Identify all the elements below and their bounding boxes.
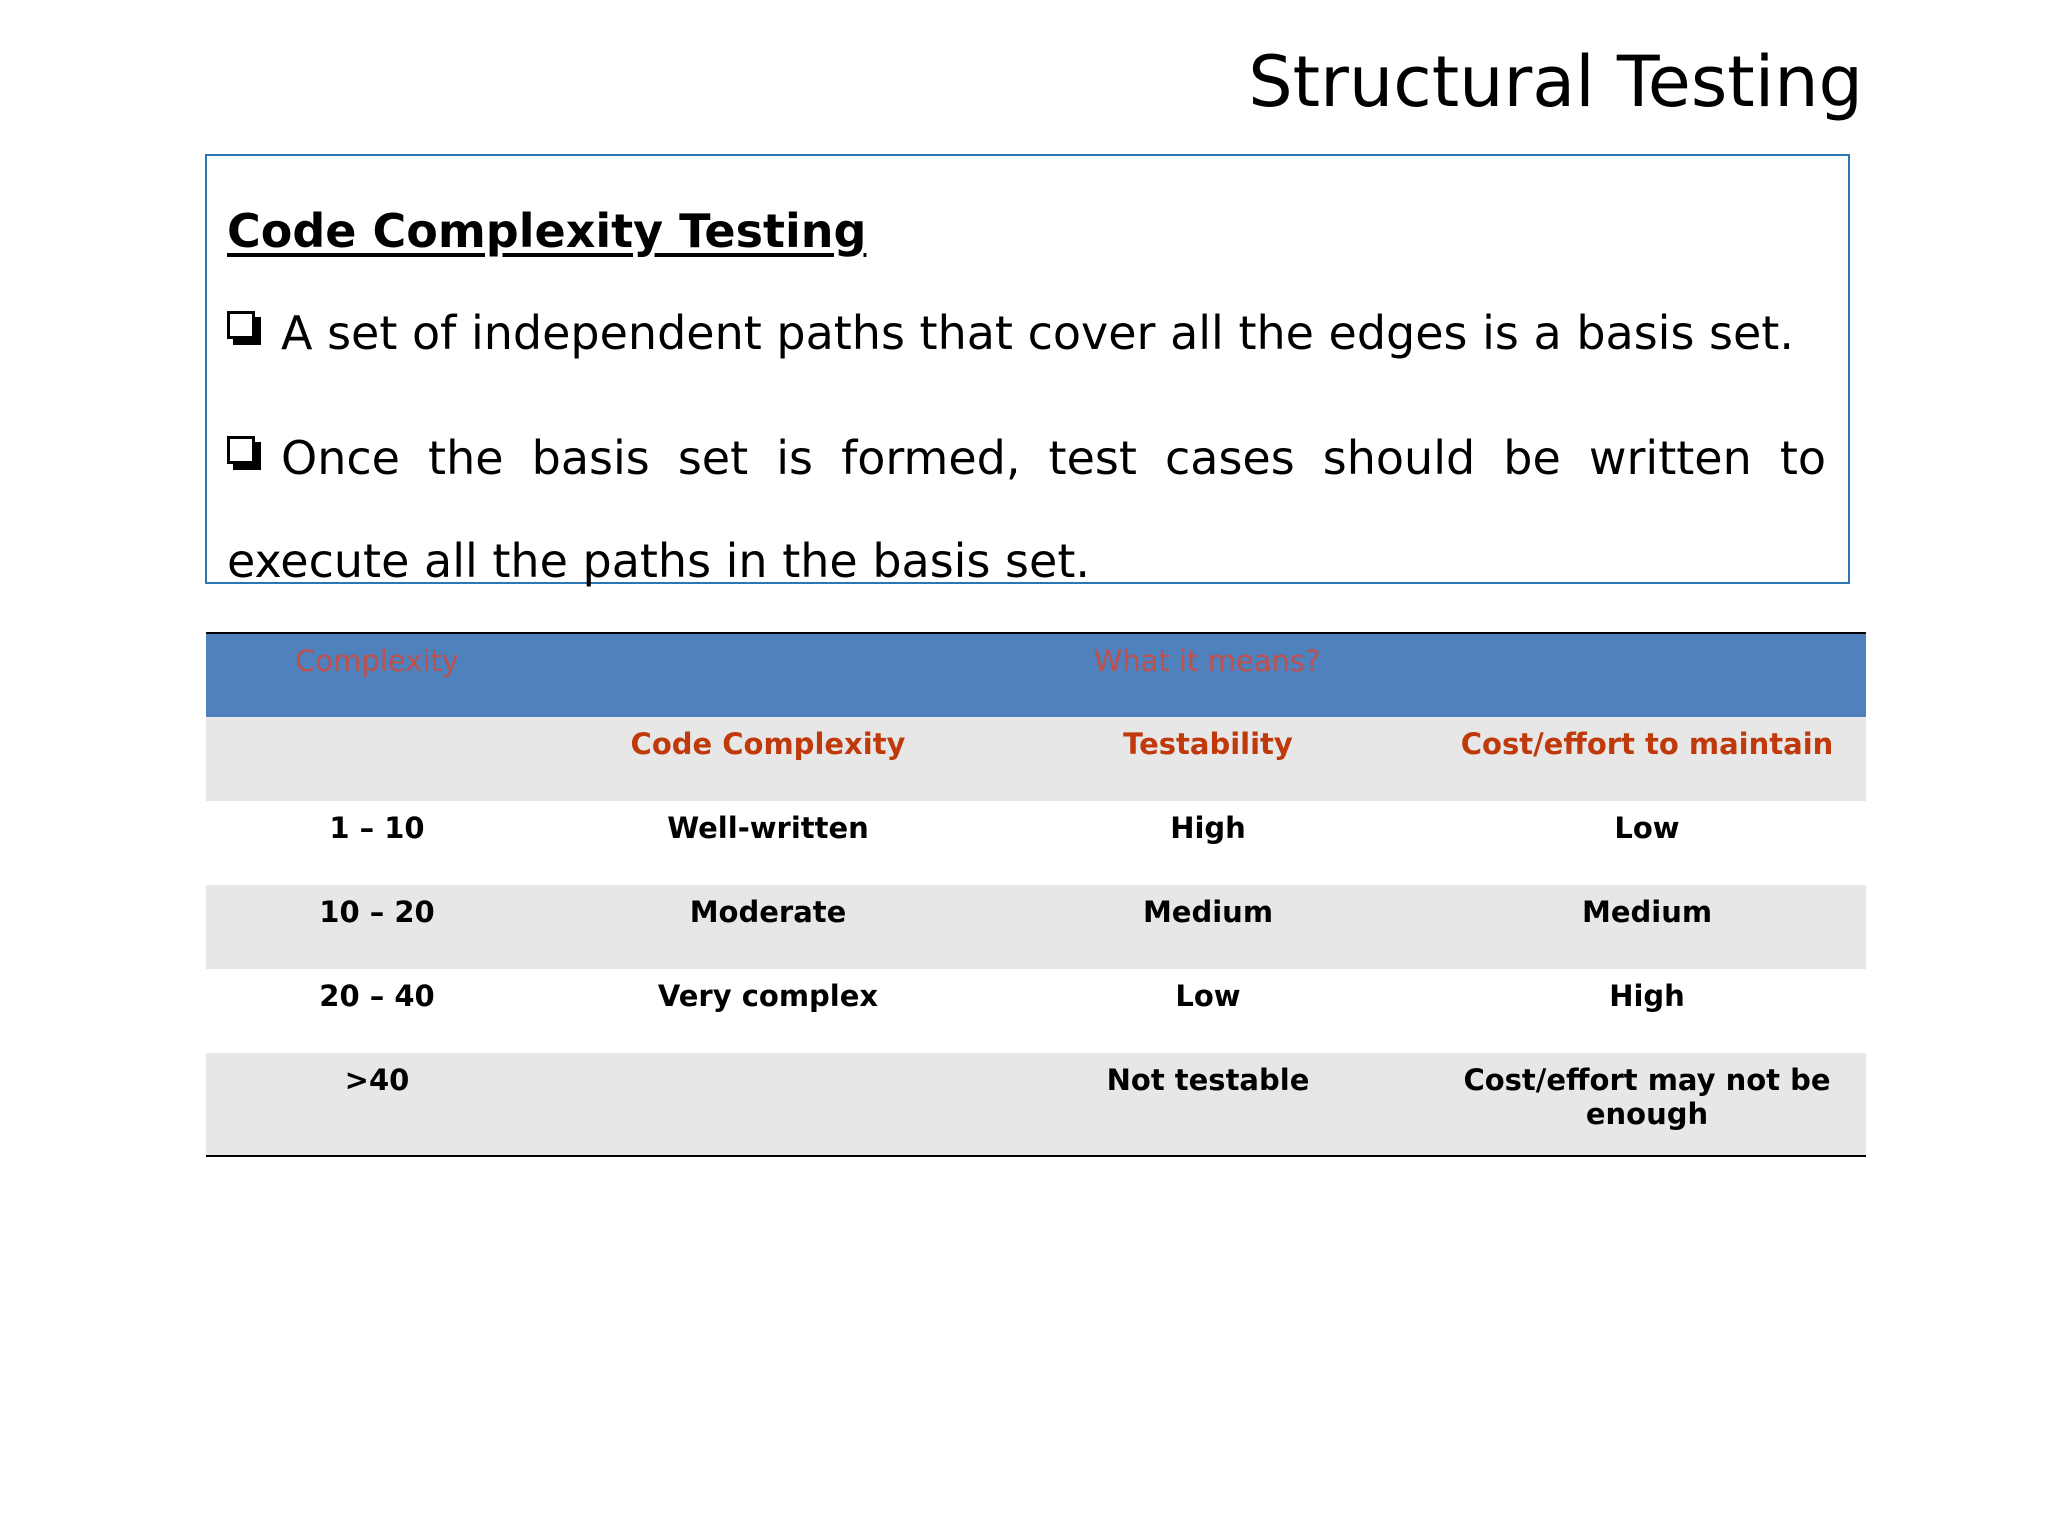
table-cell: High bbox=[988, 801, 1428, 885]
table-cell: 1 – 10 bbox=[206, 801, 548, 885]
table-row bbox=[206, 969, 1866, 1053]
subheader-cell: Code Complexity bbox=[548, 717, 988, 801]
table-subheader-row bbox=[206, 717, 1866, 801]
table-cell: 10 – 20 bbox=[206, 885, 548, 969]
header-complexity: Complexity bbox=[206, 633, 548, 717]
table-cell bbox=[548, 1053, 988, 1156]
subheader-cell bbox=[206, 717, 548, 801]
checkbox-icon bbox=[227, 311, 261, 345]
table-row bbox=[206, 1053, 1866, 1156]
subheader-cell: Testability bbox=[988, 717, 1428, 801]
table-cell: Cost/effort may not be enough bbox=[1428, 1053, 1866, 1156]
table-cell: Not testable bbox=[988, 1053, 1428, 1156]
content-box bbox=[205, 154, 1850, 588]
bullet-item bbox=[227, 407, 1826, 613]
table-cell: High bbox=[1428, 969, 1866, 1053]
bullet-text: Once the basis set is formed, test cases should be written to execute all the paths in the basis set. bbox=[227, 431, 1826, 588]
complexity-table bbox=[206, 632, 1866, 1157]
table-cell: Medium bbox=[988, 885, 1428, 969]
table-cell: >40 bbox=[206, 1053, 548, 1156]
table-cell: 20 – 40 bbox=[206, 969, 548, 1053]
table-row bbox=[206, 885, 1866, 969]
slide-title: Structural Testing bbox=[1248, 41, 1863, 123]
table-cell: Very complex bbox=[548, 969, 988, 1053]
table-cell: Low bbox=[988, 969, 1428, 1053]
table-cell: Low bbox=[1428, 801, 1866, 885]
bullet-item bbox=[227, 304, 1826, 362]
table-cell: Medium bbox=[1428, 885, 1866, 969]
table-row bbox=[206, 801, 1866, 885]
table-cell: Well-written bbox=[548, 801, 988, 885]
subheader-cell: Cost/effort to maintain bbox=[1428, 717, 1866, 801]
table-header-row bbox=[206, 633, 1866, 717]
header-meaning: What it means? bbox=[548, 633, 1866, 717]
bullet-text: A set of independent paths that cover all the edges is a basis set. bbox=[281, 306, 1794, 360]
box-heading: Code Complexity Testing bbox=[227, 204, 867, 258]
checkbox-icon bbox=[227, 436, 261, 470]
table-cell: Moderate bbox=[548, 885, 988, 969]
